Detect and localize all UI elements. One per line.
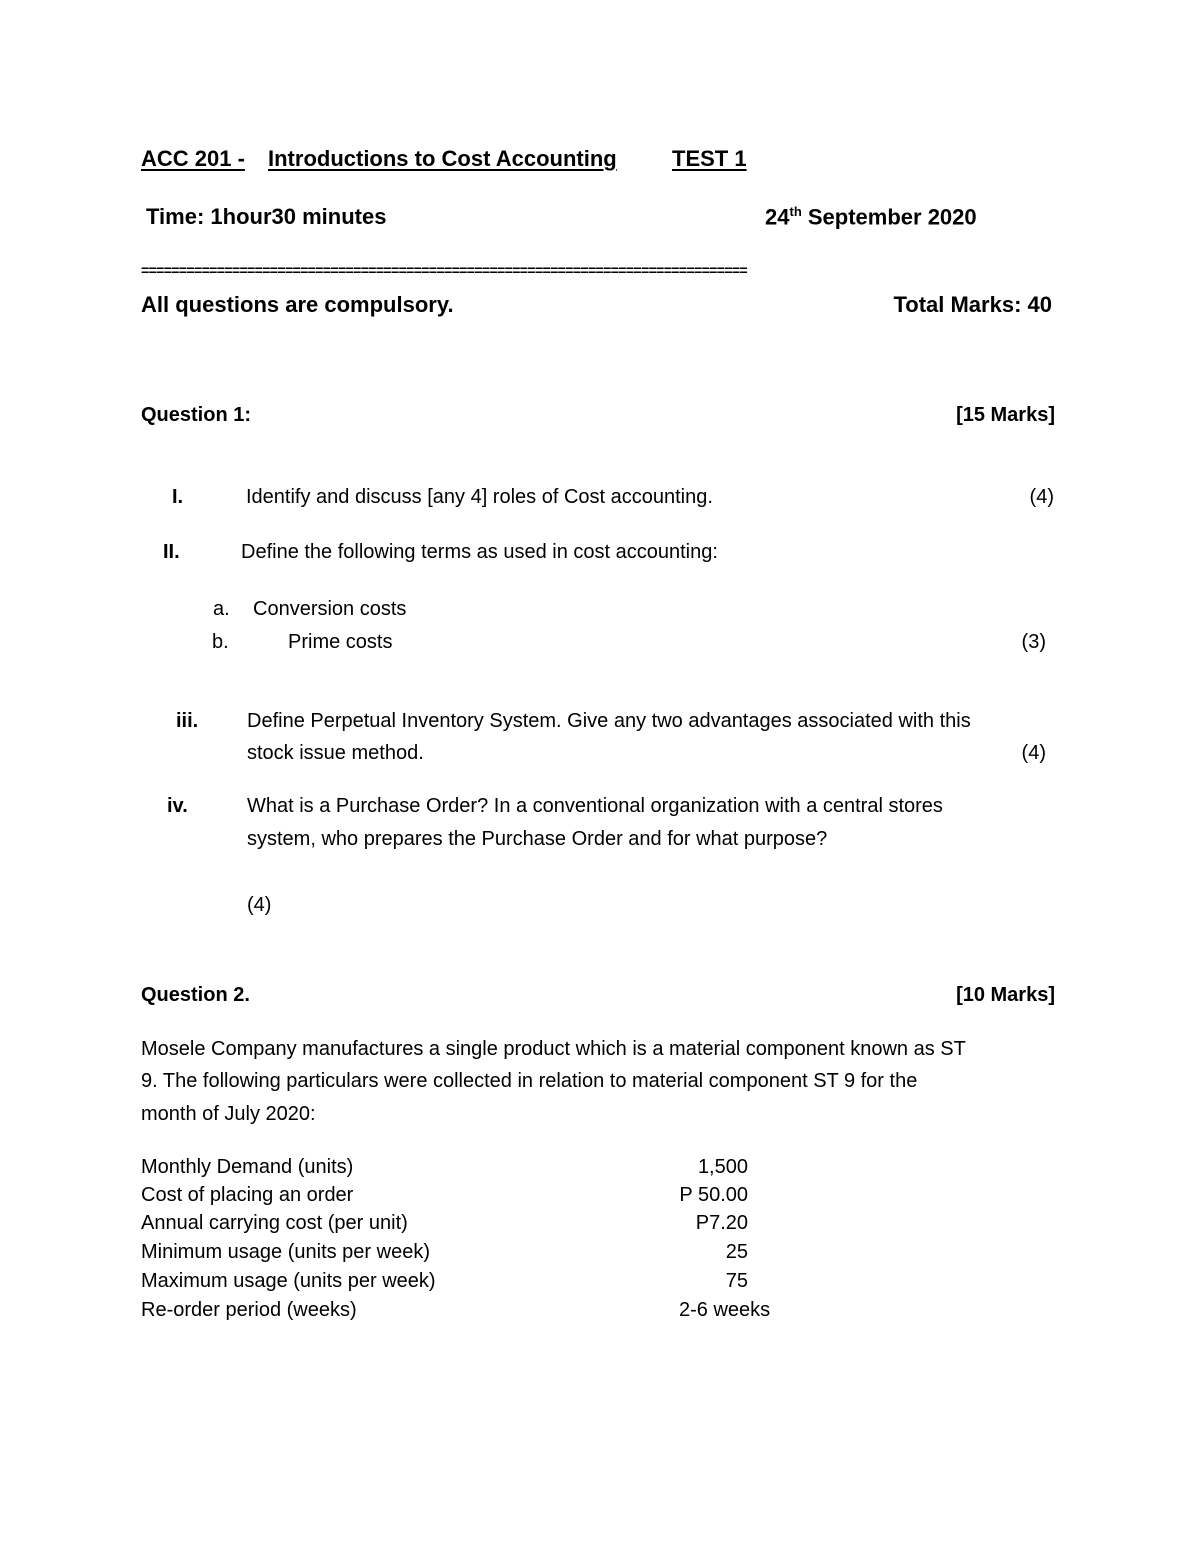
q1-item-text-cont: system, who prepares the Purchase Order and for what purpose?	[247, 828, 828, 850]
separator-line: ================================================================================	[141, 262, 748, 278]
table-label: Cost of placing an order	[141, 1184, 354, 1206]
question-2-title: Question 2.	[141, 984, 250, 1006]
q2-paragraph-line: Mosele Company manufactures a single product which is a material component known as ST	[141, 1038, 966, 1060]
table-value: 1,500	[697, 1156, 748, 1178]
table-label: Monthly Demand (units)	[141, 1156, 354, 1178]
table-value: P 50.00	[679, 1184, 748, 1206]
table-label: Annual carrying cost (per unit)	[141, 1212, 408, 1234]
q1-item-marks: (4)	[1021, 742, 1046, 764]
q1-item-text: Identify and discuss [any 4] roles of Cost accounting.	[246, 486, 713, 508]
q1-item-num: iii.	[176, 710, 199, 732]
q1-item-marks: (4)	[1029, 486, 1054, 508]
sub-item-text: Prime costs	[288, 631, 393, 653]
instructions: All questions are compulsory.	[141, 292, 454, 317]
table-label: Re-order period (weeks)	[141, 1299, 357, 1321]
q1-item-text-cont: stock issue method.	[247, 742, 424, 764]
test-label: TEST 1	[672, 146, 747, 171]
q1-item-text: Define Perpetual Inventory System. Give any two advantages associated with this	[247, 710, 971, 732]
q1-item-text: What is a Purchase Order? In a conventional organization with a central stores	[247, 795, 943, 817]
sub-item-letter: a.	[213, 598, 230, 620]
q2-paragraph-line: 9. The following particulars were collected in relation to material component ST 9 for the	[141, 1070, 918, 1092]
table-value: 25	[725, 1241, 748, 1263]
question-2-marks: [10 Marks]	[956, 984, 1055, 1006]
sub-item-letter: b.	[212, 631, 229, 653]
table-value: 2-6 weeks	[679, 1299, 771, 1321]
question-1-marks: [15 Marks]	[956, 404, 1055, 426]
table-value: 75	[725, 1270, 748, 1292]
q1-item-num: II.	[163, 541, 180, 563]
table-value: P7.20	[695, 1212, 748, 1234]
date-day: 24	[765, 204, 790, 230]
time-allowed: Time: 1hour30 minutes	[146, 204, 387, 229]
course-title: Introductions to Cost Accounting	[268, 146, 617, 171]
sub-item-text: Conversion costs	[253, 598, 407, 620]
sub-item-marks: (3)	[1021, 631, 1046, 653]
q1-item-num: iv.	[167, 795, 188, 817]
q1-item-marks: (4)	[247, 894, 272, 916]
exam-date	[765, 204, 977, 230]
table-label: Minimum usage (units per week)	[141, 1241, 430, 1263]
course-code: ACC 201 -	[141, 146, 245, 171]
q1-item-text: Define the following terms as used in cost accounting:	[241, 541, 718, 563]
question-1-title: Question 1:	[141, 404, 252, 426]
date-suffix: th	[789, 204, 802, 219]
table-label: Maximum usage (units per week)	[141, 1270, 436, 1292]
q1-item-num: I.	[172, 486, 184, 508]
q2-paragraph-line: month of July 2020:	[141, 1103, 316, 1125]
total-marks: Total Marks: 40	[893, 292, 1052, 317]
date-month-year: September 2020	[801, 204, 977, 230]
